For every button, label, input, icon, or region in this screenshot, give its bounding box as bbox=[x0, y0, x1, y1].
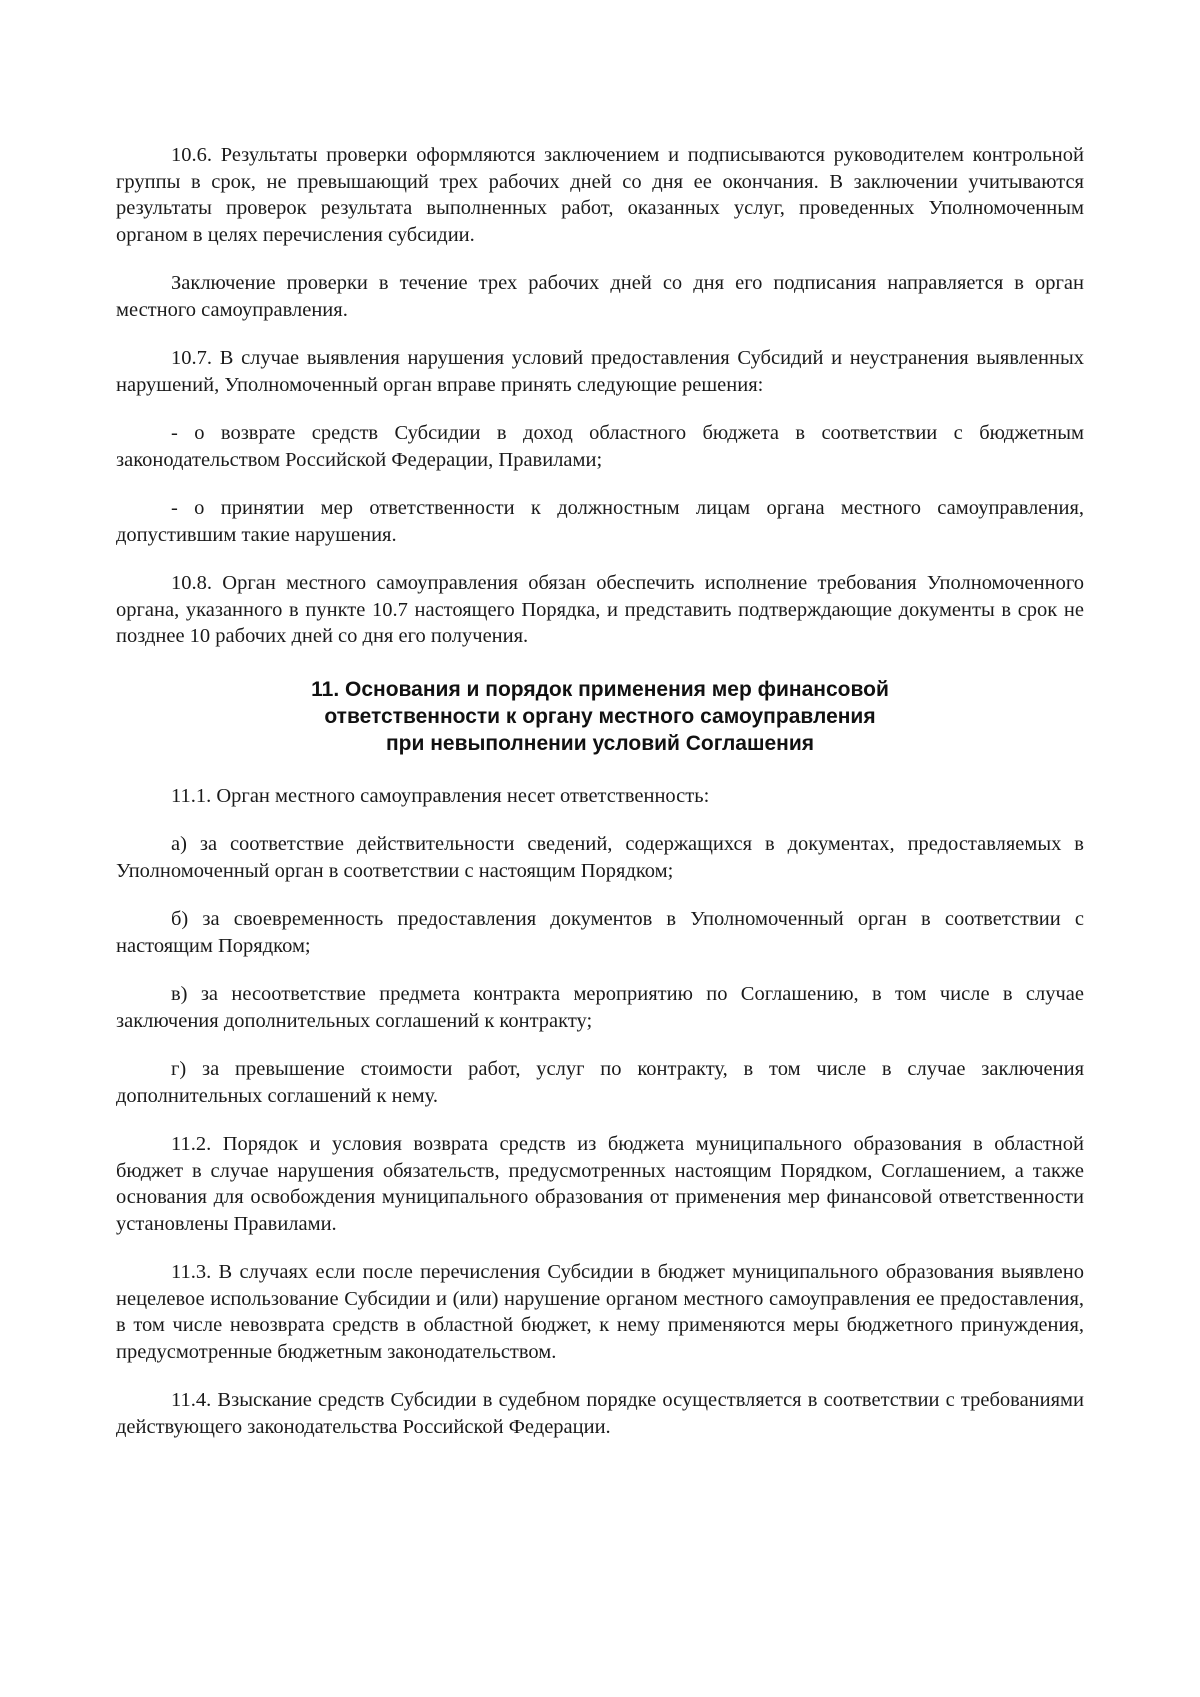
paragraph-10-6: 10.6. Результаты проверки оформляются заключением и подписываются руководителем контрольной группы в срок, не превышающий трех рабочих дней со дня ее окончания. В заключении учитываются результаты проверок результата выполненных работ, оказанных услуг, проведенных Уполномоченным органом в целях перечисления субсидии. bbox=[116, 144, 1084, 246]
paragraph-11-1-b: б) за своевременность предоставления документов в Уполномоченный орган в соответствии с настоящим Порядком; bbox=[116, 908, 1084, 957]
paragraph-11-4: 11.4. Взыскание средств Субсидии в судебном порядке осуществляется в соответствии с требованиями действующего законодательства Российской Федерации. bbox=[116, 1389, 1084, 1438]
paragraph-10-7-item-responsibility: - о принятии мер ответственности к должностным лицам органа местного самоуправления, допустившим такие нарушения. bbox=[116, 497, 1084, 546]
paragraph-11-1-v: в) за несоответствие предмета контракта мероприятию по Соглашению, в том числе в случае заключения дополнительных соглашений к контракту; bbox=[116, 983, 1084, 1032]
paragraph-conclusion: Заключение проверки в течение трех рабочих дней со дня его подписания направляется в орган местного самоуправления. bbox=[116, 272, 1084, 321]
paragraph-11-1: 11.1. Орган местного самоуправления несет ответственность: bbox=[171, 784, 710, 807]
section-heading-line-3: при невыполнении условий Соглашения bbox=[385, 731, 815, 755]
paragraph-10-7-item-return: - о возврате средств Субсидии в доход областного бюджета в соответствии с бюджетным законодательством Российской Федерации, Правилами; bbox=[116, 422, 1084, 471]
paragraph-10-8: 10.8. Орган местного самоуправления обязан обеспечить исполнение требования Уполномоченного органа, указанного в пункте 10.7 настоящего Порядка, и представить подтверждающие документы в срок не позднее 10 рабочих дней со дня его получения. bbox=[116, 572, 1084, 647]
paragraph-10-7: 10.7. В случае выявления нарушения условий предоставления Субсидий и неустранения выявленных нарушений, Уполномоченный орган вправе принять следующие решения: bbox=[116, 347, 1084, 396]
section-heading-line-1: 11. Основания и порядок применения мер финансовой bbox=[311, 677, 889, 701]
section-11-heading bbox=[116, 676, 1084, 757]
paragraph-11-1-g: г) за превышение стоимости работ, услуг по контракту, в том числе в случае заключения дополнительных соглашений к нему. bbox=[116, 1058, 1084, 1107]
section-heading-line-2: ответственности к органу местного самоуправления bbox=[324, 704, 876, 728]
paragraph-11-1-a: а) за соответствие действительности сведений, содержащихся в документах, предоставляемых в Уполномоченный орган в соответствии с настоящим Порядком; bbox=[116, 833, 1084, 882]
document-page bbox=[116, 142, 1084, 1462]
paragraph-11-3: 11.3. В случаях если после перечисления Субсидии в бюджет муниципального образования выявлено нецелевое использование Субсидии и (или) нарушение органом местного самоуправления ее предоставления, в том числе невозврата средств в областной бюджет, к нему применяются меры бюджетного принуждения, предусмотренные бюджетным законодательством. bbox=[116, 1261, 1084, 1363]
paragraph-11-2: 11.2. Порядок и условия возврата средств из бюджета муниципального образования в областной бюджет в случае нарушения обязательств, предусмотренных настоящим Порядком, Соглашением, а также основания для освобождения муниципального образования от применения мер финансовой ответственности установлены Правилами. bbox=[116, 1133, 1084, 1235]
